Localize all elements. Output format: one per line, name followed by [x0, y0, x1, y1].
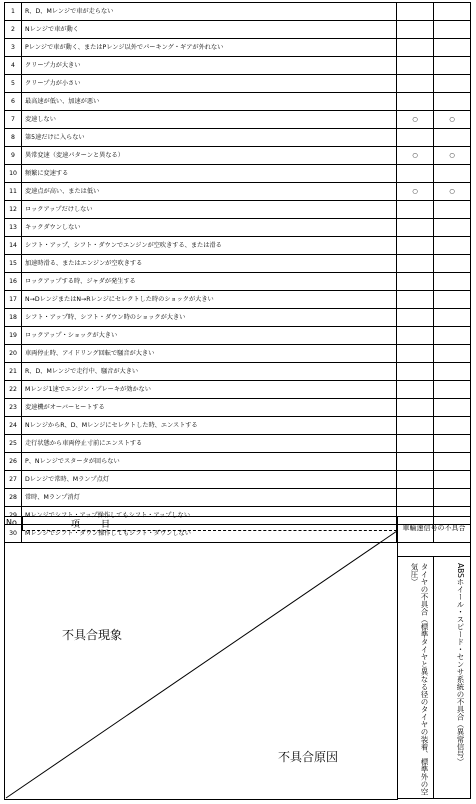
abs-sensor-mark [434, 255, 471, 273]
symptom-text: 加速時滑る、またはエンジンが空吹きする [22, 255, 397, 273]
row-number: 1 [5, 3, 22, 21]
row-number: 23 [5, 399, 22, 417]
row-number: 26 [5, 453, 22, 471]
table-row [5, 273, 471, 291]
tire-fault-mark [397, 255, 434, 273]
row-number: 27 [5, 471, 22, 489]
abs-sensor-mark [434, 327, 471, 345]
row-number: 9 [5, 147, 22, 165]
tire-fault-mark [397, 129, 434, 147]
tire-fault-mark [397, 21, 434, 39]
tire-fault-mark [397, 237, 434, 255]
table-row [5, 381, 471, 399]
symptom-text: R、D、Mレンジで走行中、騒音が大きい [22, 363, 397, 381]
tire-fault-mark [397, 399, 434, 417]
tire-fault-mark [397, 93, 434, 111]
tire-fault-mark: ○ [397, 183, 434, 201]
row-number: 12 [5, 201, 22, 219]
row-number: 22 [5, 381, 22, 399]
symptom-text: 頻繁に変速する [22, 165, 397, 183]
row-number: 15 [5, 255, 22, 273]
abs-sensor-mark [434, 417, 471, 435]
tire-fault-mark [397, 39, 434, 57]
table-row [5, 327, 471, 345]
tire-fault-mark [397, 345, 434, 363]
row-number: 30 [5, 525, 22, 543]
table-row [5, 417, 471, 435]
table-row [5, 183, 471, 201]
abs-sensor-mark [434, 219, 471, 237]
symptom-text: 変速しない [22, 111, 397, 129]
abs-sensor-mark [434, 237, 471, 255]
table-row [5, 237, 471, 255]
symptom-text: NレンジからR、D、Mレンジにセレクトした時、エンストする [22, 417, 397, 435]
symptom-text: Mレンジでシフト・アップ操作してもシフト・アップしない [22, 507, 397, 525]
row-number: 4 [5, 57, 22, 75]
row-number: 6 [5, 93, 22, 111]
abs-sensor-mark [434, 309, 471, 327]
tire-fault-mark [397, 381, 434, 399]
abs-sensor-mark [434, 273, 471, 291]
row-number: 24 [5, 417, 22, 435]
abs-sensor-mark: ○ [434, 147, 471, 165]
tire-fault-mark [397, 165, 434, 183]
table-row [5, 75, 471, 93]
tire-fault-mark [397, 291, 434, 309]
table-row [5, 147, 471, 165]
abs-sensor-mark: ○ [434, 183, 471, 201]
tire-fault-label: タイヤの不具合（標準タイヤと異なる径のタイヤの装着、標準外の空気圧） [410, 563, 429, 796]
row-number: 10 [5, 165, 22, 183]
header-divider [22, 517, 23, 530]
symptom-label: 不具合現象 [62, 628, 123, 642]
abs-sensor-mark [434, 435, 471, 453]
abs-sensor-mark [434, 39, 471, 57]
abs-sensor-mark [434, 489, 471, 507]
abs-sensor-mark [434, 129, 471, 147]
symptom-text: P、Nレンジでスタータが回らない [22, 453, 397, 471]
table-row [5, 255, 471, 273]
tire-fault-mark [397, 57, 434, 75]
symptom-text: Mレンジ1速でエンジン・ブレーキが効かない [22, 381, 397, 399]
no-header: No. [6, 518, 20, 527]
abs-sensor-mark [434, 57, 471, 75]
symptom-text: クリープ力が大きい [22, 57, 397, 75]
abs-sensor-mark [434, 165, 471, 183]
tire-fault-mark [397, 453, 434, 471]
abs-sensor-column-header [434, 557, 470, 799]
abs-sensor-mark [434, 471, 471, 489]
abs-sensor-label: ABSホイール・スピード・センサ系統の不具合（異常信号） [456, 563, 465, 766]
table-row [5, 165, 471, 183]
abs-sensor-mark [434, 381, 471, 399]
symptom-text: 最高速が低い、加速が悪い [22, 93, 397, 111]
symptom-text: クリープ力が小さい [22, 75, 397, 93]
row-number: 14 [5, 237, 22, 255]
abs-sensor-mark [434, 21, 471, 39]
abs-sensor-mark [434, 3, 471, 21]
tire-fault-mark [397, 201, 434, 219]
tire-fault-mark [397, 3, 434, 21]
tire-fault-mark [397, 309, 434, 327]
row-number: 2 [5, 21, 22, 39]
symptom-text: 第5速だけに入らない [22, 129, 397, 147]
row-number: 7 [5, 111, 22, 129]
tire-fault-mark [397, 471, 434, 489]
abs-sensor-mark [434, 399, 471, 417]
table-row [5, 21, 471, 39]
symptom-text: R、D、Mレンジで車が走らない [22, 3, 397, 21]
vehicle-speed-signal-header: 車輪速信号の不具合 [398, 517, 470, 557]
symptom-text: 常時、Mランプ消灯 [22, 489, 397, 507]
row-number: 20 [5, 345, 22, 363]
tire-fault-mark [397, 489, 434, 507]
abs-sensor-mark [434, 75, 471, 93]
table-row [5, 489, 471, 507]
table-row [5, 453, 471, 471]
symptom-text: ロックアップする時、ジャダが発生する [22, 273, 397, 291]
abs-sensor-mark [434, 453, 471, 471]
symptom-text: 変速点が高い、または低い [22, 183, 397, 201]
symptom-text: Dレンジで常時、Mランプ点灯 [22, 471, 397, 489]
symptom-text: ロックアップだけしない [22, 201, 397, 219]
symptom-text: Mレンジでシフト・ダウン操作してもシフト・ダウンしない [22, 525, 397, 543]
symptom-text: Nレンジで車が動く [22, 21, 397, 39]
table-row [5, 363, 471, 381]
table-row [5, 3, 471, 21]
table-row [5, 309, 471, 327]
abs-sensor-mark [434, 363, 471, 381]
table-row [5, 345, 471, 363]
row-number: 21 [5, 363, 22, 381]
row-number: 13 [5, 219, 22, 237]
row-number: 11 [5, 183, 22, 201]
table-row [5, 39, 471, 57]
abs-sensor-mark [434, 93, 471, 111]
abs-sensor-mark [434, 291, 471, 309]
table-row [5, 93, 471, 111]
row-number: 19 [5, 327, 22, 345]
symptom-text: ロックアップ・ショックが大きい [22, 327, 397, 345]
symptom-text: 異常変速（変速パターンと異なる） [22, 147, 397, 165]
diagonal-header-cell [4, 530, 398, 800]
table-header-area [4, 516, 471, 799]
symptom-text: シフト・アップ時、シフト・ダウン時のショックが大きい [22, 309, 397, 327]
row-number: 5 [5, 75, 22, 93]
tire-fault-mark [397, 75, 434, 93]
table-row [5, 201, 471, 219]
symptom-text: シフト・アップ、シフト・ダウンでエンジンが空吹きする、または滑る [22, 237, 397, 255]
tire-fault-mark [397, 327, 434, 345]
tire-fault-mark [397, 417, 434, 435]
tire-fault-mark: ○ [397, 147, 434, 165]
symptom-text: 車両停止時、アイドリング回転で騒音が大きい [22, 345, 397, 363]
symptom-text: N→DレンジまたはN→Rレンジにセレクトした時のショックが大きい [22, 291, 397, 309]
cause-columns-header [397, 516, 471, 799]
table-row [5, 129, 471, 147]
diagonal-line [5, 530, 398, 799]
abs-sensor-mark: ○ [434, 111, 471, 129]
symptom-text: キックダウンしない [22, 219, 397, 237]
table-row [5, 111, 471, 129]
tire-fault-column-header [398, 557, 434, 799]
row-number: 25 [5, 435, 22, 453]
symptom-text: 走行状態から車両停止寸前にエンストする [22, 435, 397, 453]
tire-fault-mark [397, 363, 434, 381]
abs-sensor-mark [434, 201, 471, 219]
table-row [5, 399, 471, 417]
table-row [5, 219, 471, 237]
symptom-text: 変速機がオーバーヒートする [22, 399, 397, 417]
row-number: 18 [5, 309, 22, 327]
row-number: 3 [5, 39, 22, 57]
row-number: 16 [5, 273, 22, 291]
table-row [5, 291, 471, 309]
row-number: 8 [5, 129, 22, 147]
row-number: 28 [5, 489, 22, 507]
symptom-table [4, 2, 471, 543]
row-number: 29 [5, 507, 22, 525]
cause-label: 不具合原因 [278, 750, 339, 764]
item-header: 項 目 [71, 520, 112, 530]
tire-fault-mark [397, 435, 434, 453]
abs-sensor-mark [434, 345, 471, 363]
symptom-text: Pレンジで車が動く、またはPレンジ以外でパーキング・ギアが外れない [22, 39, 397, 57]
table-row [5, 57, 471, 75]
tire-fault-mark [397, 219, 434, 237]
table-row [5, 435, 471, 453]
table-row [5, 471, 471, 489]
tire-fault-mark [397, 273, 434, 291]
row-number: 17 [5, 291, 22, 309]
column-header-strip [4, 516, 397, 531]
tire-fault-mark: ○ [397, 111, 434, 129]
